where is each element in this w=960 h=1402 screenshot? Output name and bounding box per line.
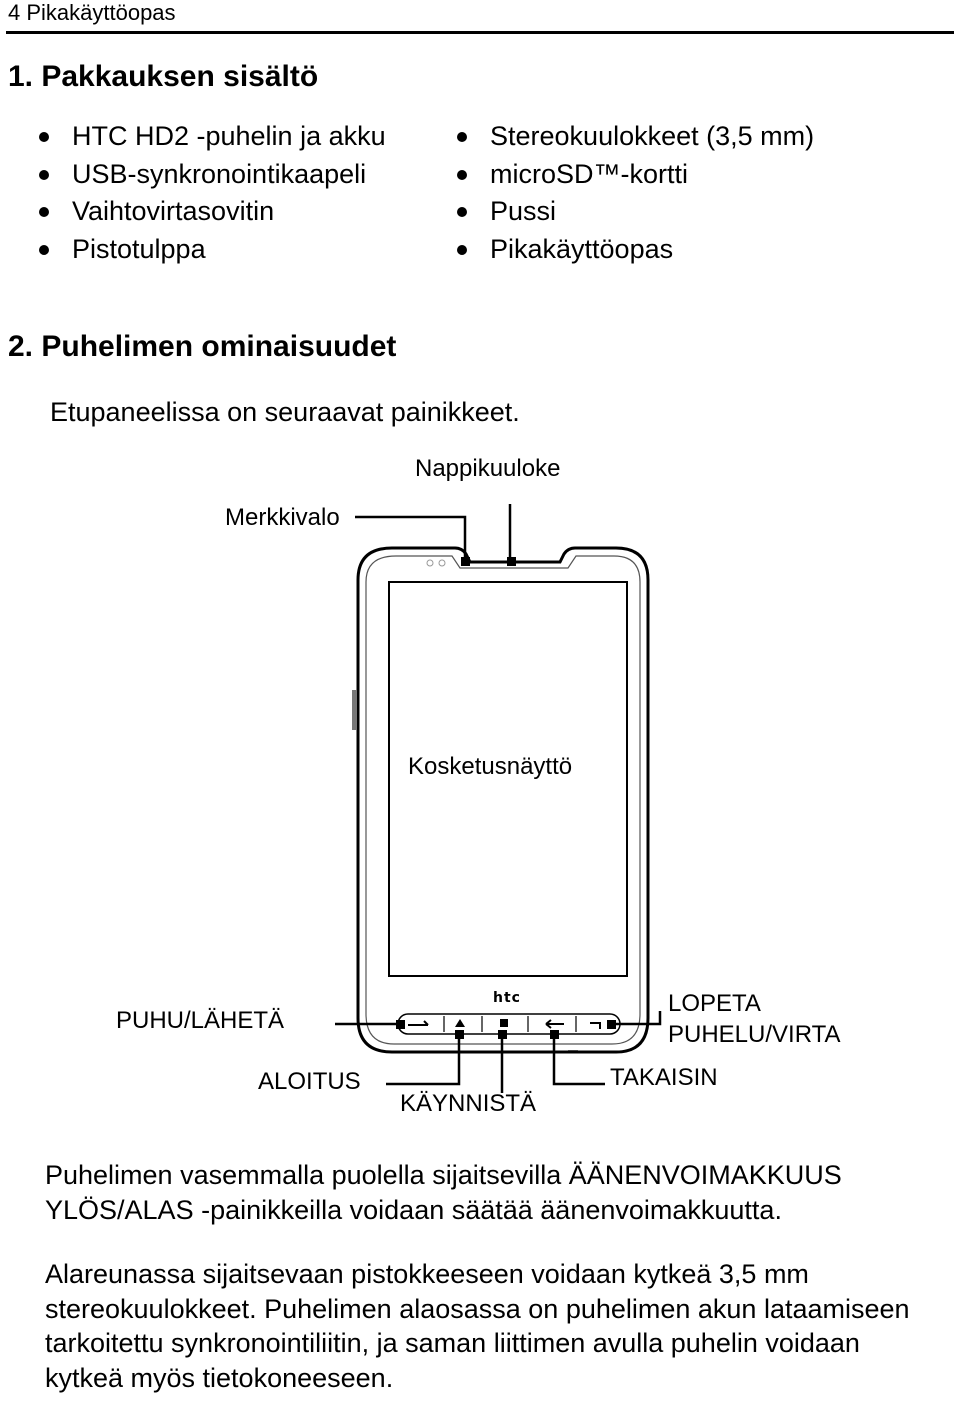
brand-logo: htc xyxy=(493,990,521,1006)
list-item: Pikakäyttöopas xyxy=(456,231,936,269)
label-back: TAKAISIN xyxy=(610,1064,718,1091)
section-2-intro: Etupaneelissa on seuraavat painikkeet. xyxy=(50,397,520,427)
label-start: KÄYNNISTÄ xyxy=(400,1090,537,1117)
phone-inner-outline xyxy=(366,556,640,1044)
talk-icon xyxy=(408,1021,428,1025)
section-2-heading: 2. Puhelimen ominaisuudet xyxy=(8,330,397,363)
start-icon xyxy=(500,1019,508,1027)
button-bar xyxy=(398,1014,620,1034)
list-item: Vaihtovirtasovitin xyxy=(38,193,418,231)
volume-button xyxy=(352,690,357,730)
sensor-dot xyxy=(439,560,445,566)
sensor-dot xyxy=(427,560,433,566)
section-1-heading: 1. Pakkauksen sisältö xyxy=(8,60,319,93)
label-talk-send: PUHU/LÄHETÄ xyxy=(116,1007,285,1034)
label-home: ALOITUS xyxy=(258,1068,361,1095)
label-end-call-line2: PUHELU/VIRTA xyxy=(668,1021,841,1048)
list-item: USB-synkronointikaapeli xyxy=(38,156,418,194)
list-item: microSD™-kortti xyxy=(456,156,936,194)
back-icon xyxy=(546,1020,564,1028)
list-item: Pistotulppa xyxy=(38,231,418,269)
running-head: 4 Pikakäyttöopas xyxy=(8,0,176,25)
list-item: Stereokuulokkeet (3,5 mm) xyxy=(456,118,936,156)
label-end-call-line1: LOPETA xyxy=(668,990,761,1017)
label-earpiece: Nappikuuloke xyxy=(415,455,561,482)
end-call-icon xyxy=(590,1023,600,1029)
list-item: HTC HD2 -puhelin ja akku xyxy=(38,118,392,156)
label-touchscreen: Kosketusnäyttö xyxy=(408,753,573,780)
home-icon xyxy=(455,1019,465,1027)
label-indicator: Merkkivalo xyxy=(225,504,340,531)
paragraph-connectors: Alareunassa sijaitsevaan pistokkeeseen voidaan kytkeä 3,5 mm stereokuulokkeet. Puhelimen alaosassa on puhelimen akun lataamiseen tarkoitettu synkronointiliitin, ja saman liittimen avulla puhelin voidaan kytkeä myös tietokoneeseen. xyxy=(45,1259,910,1393)
paragraph-volume: Puhelimen vasemmalla puolella sijaitsevilla ÄÄNENVOIMAKKUUS YLÖS/ALAS -painikkeilla voidaan säätää äänenvoimakkuutta. xyxy=(45,1160,842,1225)
list-item: Pussi xyxy=(456,193,936,231)
